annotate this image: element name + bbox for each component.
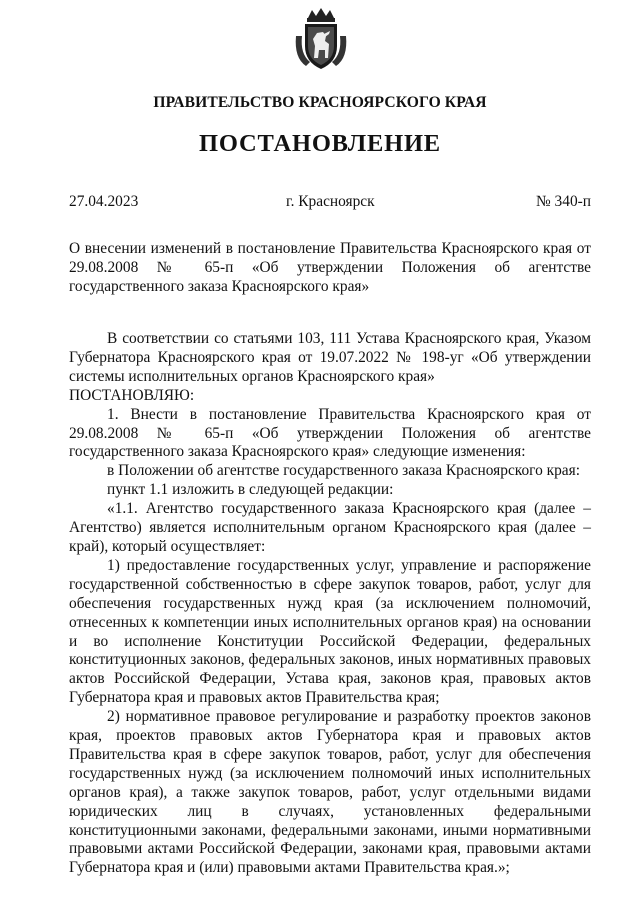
document-subject <box>69 240 591 297</box>
document-body <box>69 330 591 878</box>
document-number: № 340-п <box>536 193 591 210</box>
point-paragraph: пункт 1.1 изложить в следующей редакции: <box>107 481 394 499</box>
document-meta-row <box>69 193 591 213</box>
document-city: г. Красноярск <box>286 193 375 210</box>
quote-1-1-paragraph: «1.1. Агентство государственного заказа Красноярского края (далее – Агентство) является исполнительным органом Красноярского края (далее – край), который осуществляет: <box>69 500 591 555</box>
item-1-paragraph: 1. Внести в постановление Правительства Красноярского края от 29.08.2008 № 65-п «Об утверждении Положения об агентстве государственного заказа Красноярского края» следующие изменения: <box>69 405 591 461</box>
preamble-paragraph: В соответствии со статьями 103, 111 Устава Красноярского края, Указом Губернатора Красноярского края от 19.07.2022 № 198-уг «Об утверждении системы исполнительных органов Красноярского края» <box>69 330 591 385</box>
coat-of-arms-icon <box>292 6 350 72</box>
subject-text: О внесении изменений в постановление Правительства Красноярского края от 29.08.2008 № 65-п «Об утверждении Положения об агентстве государственного заказа Красноярского края» <box>69 240 591 295</box>
document-type-title: ПОСТАНОВЛЕНИЕ <box>199 130 441 157</box>
subitem-2-paragraph: 2) нормативное правовое регулирование и разработку проектов законов края, проектов правовых актов Губернатора края и правовых актов Правительства края в сфере закупок товаров, работ, услуг для обеспечения государственных нужд (за исключением полномочий иных исполнительных органов края), а также закупок товаров, работ, услуг отдельными видами юридических лиц в случаях, установленных федеральными конституционными законами, федеральными законами, иными нормативными правовыми актами Российской Федерации, законами края, правовыми актами Губернатора края и (или) правовыми актами Правительства края.»; <box>69 708 591 877</box>
document-date: 27.04.2023 <box>69 193 139 210</box>
decree-word: ПОСТАНОВЛЯЮ: <box>69 386 195 404</box>
subitem-1-paragraph: 1) предоставление государственных услуг, управление и распоряжение государственной собственностью в сфере закупок товаров, работ, услуг для обеспечения государственных нужд края (за исключением полномочий, отнесенных к компетенции иных исполнительных органов края) на основании и во исполнение Конституции Российской Федерации, федеральных конституционных законов, федеральных законов, иных нормативных правовых актов Российской Федерации, Устава края, законов края, правовых актов Губернатора края и правовых актов Правительства края; <box>69 556 591 707</box>
government-name: ПРАВИТЕЛЬСТВО КРАСНОЯРСКОГО КРАЯ <box>153 94 487 111</box>
regulation-paragraph: в Положении об агентстве государственного заказа Красноярского края: <box>107 462 580 480</box>
